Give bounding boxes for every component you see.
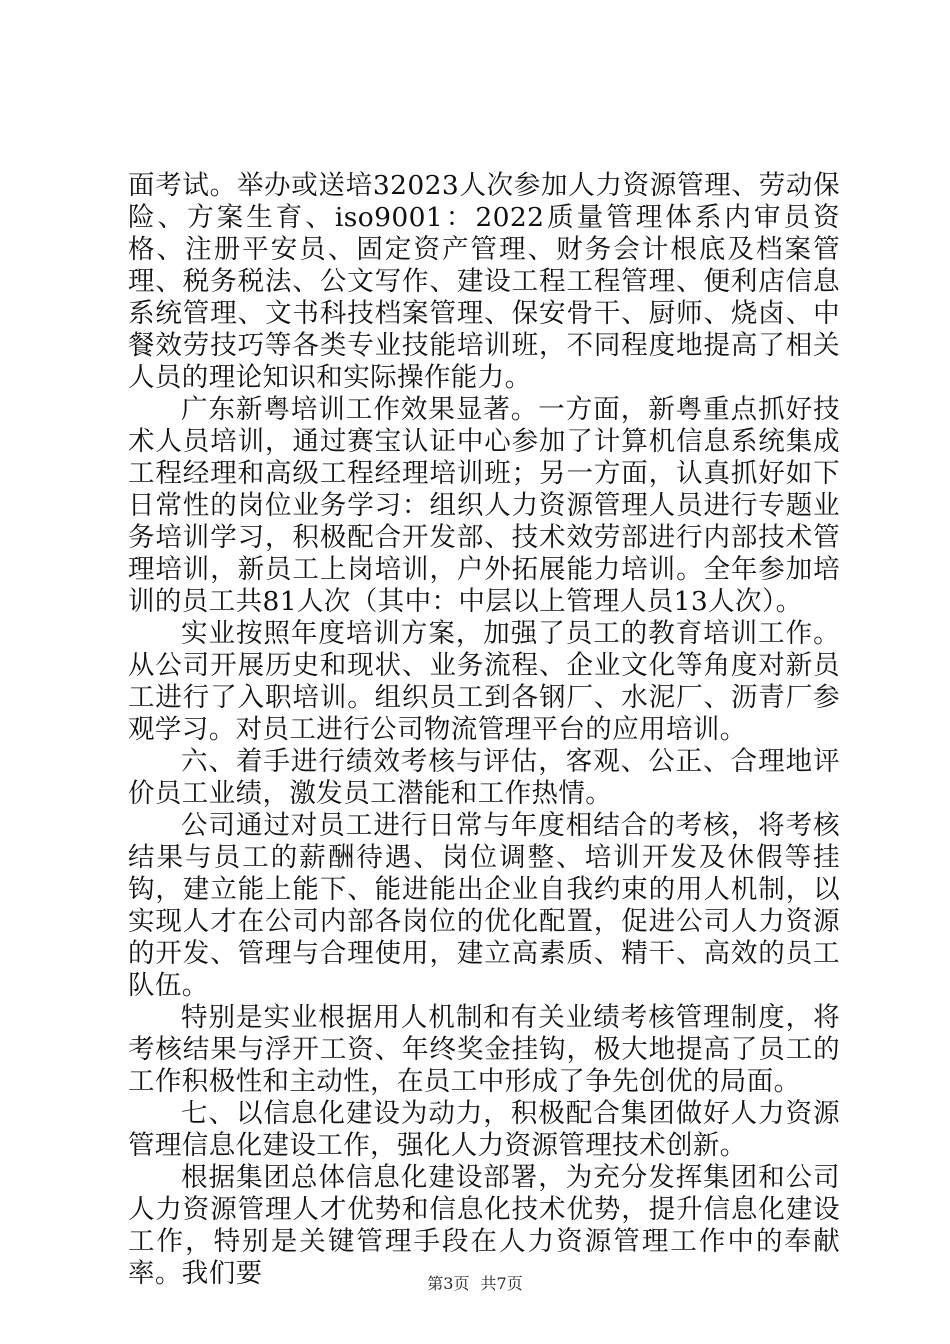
section-heading-6: 六、着手进行绩效考核与评估，客观、公正、合理地评价员工业绩，激发员工潜能和工作热情。 [128,746,840,809]
page-number: 第3页 [427,1274,470,1293]
page-footer [0,1274,950,1294]
document-body [128,170,840,1290]
section-heading-7: 七、以信息化建设为动力，积极配合集团做好人力资源管理信息化建设工作，强化人力资源管理技术创新。 [128,1098,840,1161]
page-total: 共7页 [480,1274,523,1293]
paragraph-2: 广东新粤培训工作效果显著。一方面，新粤重点抓好技术人员培训，通过赛宝认证中心参加了计算机信息系统集成工程经理和高级工程经理培训班；另一方面，认真抓好如下日常性的岗位业务学习：组织人力资源管理人员进行专题业务培训学习，积极配合开发部、技术效劳部进行内部技术管理培训，新员工上岗培训，户外拓展能力培训。全年参加培训的员工共81人次（其中：中层以上管理人员13人次）。 [128,394,840,617]
paragraph-1: 面考试。举办或送培32023人次参加人力资源管理、劳动保险、方案生育、iso9001：2022质量管理体系内审员资格、注册平安员、固定资产管理、财务会计根底及档案管理、税务税法、公文写作、建设工程工程管理、便利店信息系统管理、文书科技档案管理、保安骨干、厨师、烧卤、中餐效劳技巧等各类专业技能培训班，不同程度地提高了相关人员的理论知识和实际操作能力。 [128,170,840,393]
paragraph-6: 特别是实业根据用人机制和有关业绩考核管理制度，将考核结果与浮开工资、年终奖金挂钩，极大地提高了员工的工作积极性和主动性，在员工中形成了争先创优的局面。 [128,1002,840,1097]
paragraph-3: 实业按照年度培训方案，加强了员工的教育培训工作。从公司开展历史和现状、业务流程、企业文化等角度对新员工进行了入职培训。组织员工到各钢厂、水泥厂、沥青厂参观学习。对员工进行公司物流管理平台的应用培训。 [128,618,840,745]
paragraph-8: 根据集团总体信息化建设部署，为充分发挥集团和公司人力资源管理人才优势和信息化技术优势，提升信息化建设工作，特别是关键管理手段在人力资源管理工作中的奉献率。我们要 [128,1162,840,1289]
paragraph-5: 公司通过对员工进行日常与年度相结合的考核，将考核结果与员工的薪酬待遇、岗位调整、培训开发及休假等挂钩，建立能上能下、能进能出企业自我约束的用人机制，以实现人才在公司内部各岗位的优化配置，促进公司人力资源的开发、管理与合理使用，建立高素质、精干、高效的员工队伍。 [128,810,840,1001]
